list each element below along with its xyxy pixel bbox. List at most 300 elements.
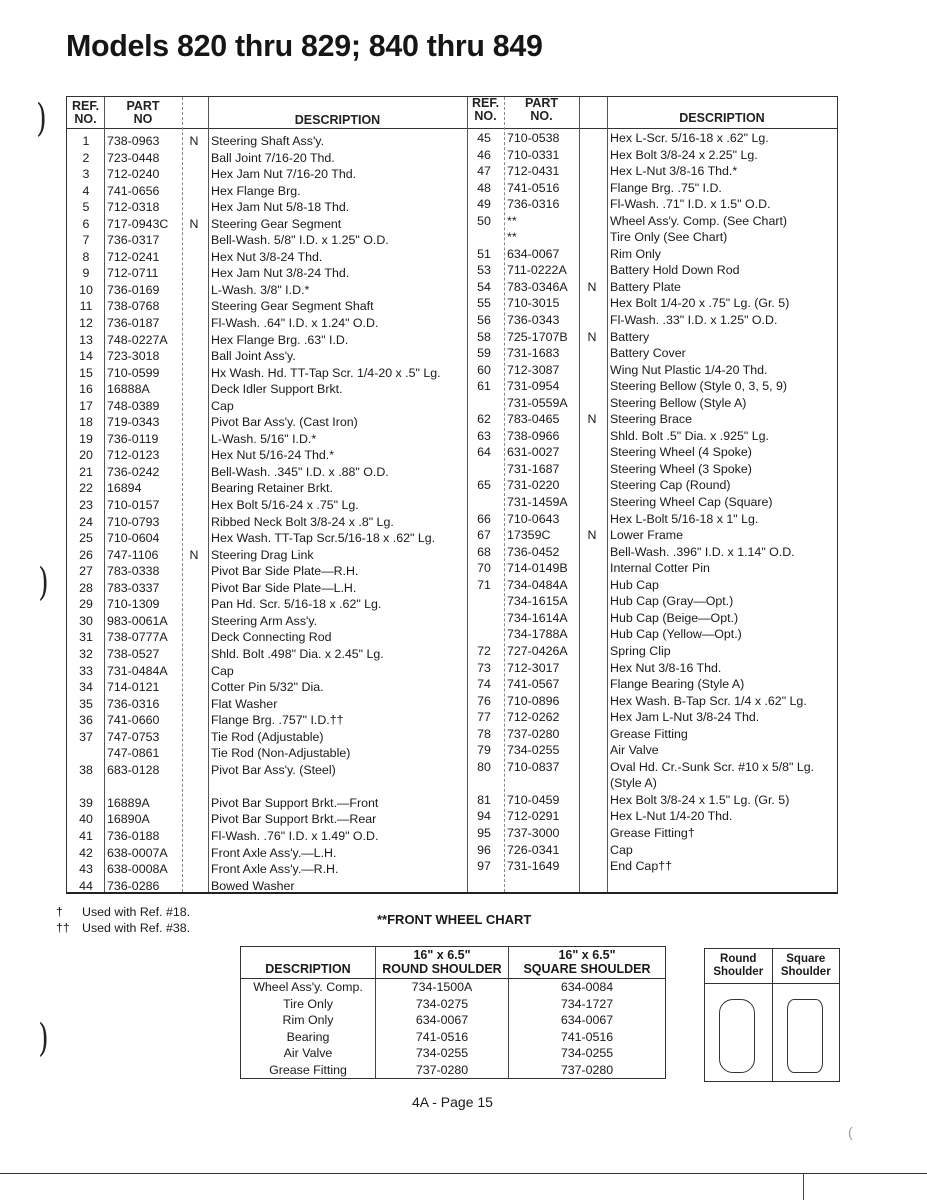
parts-row [67, 729, 467, 746]
part-number: 731-0220 [507, 478, 560, 493]
wheel-part-number: 734-0255 [376, 1045, 509, 1062]
part-number: 736-0119 [107, 431, 159, 446]
ref-number: 46 [477, 147, 491, 162]
parts-row [467, 693, 837, 710]
part-number: 731-1459A [507, 495, 568, 510]
ref-number: 56 [477, 313, 491, 328]
wheel-chart-header: DESCRIPTION [241, 947, 376, 979]
footnote: †† Used with Ref. #38. [56, 921, 191, 935]
part-description: Ball Joint Ass'y. [211, 349, 296, 364]
ref-number: 29 [79, 597, 93, 612]
parts-row [67, 580, 467, 597]
ref-number: 78 [477, 726, 491, 741]
page-number: 4A - Page 15 [412, 1094, 493, 1110]
ref-number: 67 [477, 528, 491, 543]
part-description: Hub Cap (Yellow—Opt.) [610, 627, 742, 642]
wheel-part-number: 734-1500A [376, 979, 509, 996]
round-shoulder-tire-icon [719, 999, 755, 1073]
ref-number: 31 [79, 630, 93, 645]
part-number: 736-0316 [507, 197, 560, 212]
part-number: 712-0711 [107, 266, 159, 281]
ref-number: 21 [79, 464, 93, 479]
part-description: Steering Gear Segment [211, 216, 342, 231]
part-description: Bowed Washer [211, 878, 295, 893]
parts-row [67, 332, 467, 349]
parts-row [467, 395, 837, 412]
parts-row [467, 477, 837, 494]
ref-number: 47 [477, 164, 491, 179]
parts-row [67, 447, 467, 464]
ref-number: 38 [79, 762, 93, 777]
part-description: L-Wash. 5/16" I.D.* [211, 431, 317, 446]
ref-number: 68 [477, 544, 491, 559]
ref-number: 63 [477, 428, 491, 443]
part-description: Hex Wash. TT-Tap Scr.5/16-18 x .62" Lg. [211, 531, 436, 546]
ref-number: 24 [79, 514, 93, 529]
new-part-marker: N [189, 547, 199, 562]
part-description: L-Wash. 3/8" I.D.* [211, 282, 310, 297]
parts-row [467, 808, 837, 825]
part-description: Pivot Bar Support Brkt.—Rear [211, 812, 377, 827]
part-number: 710-0331 [507, 147, 560, 162]
wheel-part-number: 737-0280 [509, 1062, 666, 1079]
parts-row [67, 679, 467, 696]
scan-speck: ( [848, 1124, 853, 1140]
parts-row [467, 643, 837, 660]
wheel-part-number: 741-0516 [376, 1029, 509, 1046]
ref-number: 50 [477, 213, 491, 228]
part-number: 710-0896 [507, 693, 560, 708]
part-description: Steering Gear Segment Shaft [211, 299, 374, 314]
parts-row [467, 511, 837, 528]
part-description: Steering Wheel (4 Spoke) [610, 445, 752, 460]
parts-row [67, 365, 467, 382]
part-description: Hex Jam L-Nut 3/8-24 Thd. [610, 710, 760, 725]
right-part-header: PART NO. [524, 96, 559, 123]
part-number: 710-0604 [107, 531, 160, 546]
parts-row [67, 778, 467, 795]
part-number: 726-0341 [507, 842, 560, 857]
part-number: 738-0777A [107, 630, 168, 645]
part-number: 712-3087 [507, 362, 560, 377]
ref-number: 36 [79, 713, 93, 728]
part-description: Hex Bolt 1/4-20 x .75" Lg. (Gr. 5) [610, 296, 790, 311]
parts-row [467, 593, 837, 610]
right-parts-list [467, 130, 837, 875]
parts-row [67, 861, 467, 878]
parts-row [67, 464, 467, 481]
part-number: 712-0262 [507, 710, 560, 725]
binder-hole-mark: ) [36, 96, 47, 140]
part-number: 710-0157 [107, 498, 160, 513]
part-number: 741-0656 [107, 183, 160, 198]
page-title: Models 820 thru 829; 840 thru 849 [66, 28, 543, 63]
ref-number: 55 [477, 296, 491, 311]
parts-row [67, 282, 467, 299]
parts-row [467, 742, 837, 759]
parts-row [467, 444, 837, 461]
part-number: 748-0389 [107, 398, 160, 413]
ref-number: 6 [82, 216, 90, 231]
parts-row [467, 577, 837, 594]
part-number: 736-0242 [107, 464, 160, 479]
part-number: 734-0484A [507, 577, 568, 592]
ref-number: 33 [79, 663, 93, 678]
parts-row [67, 712, 467, 729]
part-number: 631-0027 [507, 445, 560, 460]
ref-number: 66 [477, 511, 491, 526]
front-wheel-chart [240, 946, 666, 1079]
ref-number: 73 [477, 660, 491, 675]
ref-number: 59 [477, 346, 491, 361]
part-number: ** [507, 230, 517, 245]
part-description: Steering Wheel (3 Spoke) [610, 461, 752, 476]
part-number: 736-0317 [107, 233, 160, 248]
part-number: 638-0007A [107, 845, 168, 860]
wheel-part-description: Tire Only [283, 996, 333, 1011]
square-shoulder-panel [772, 949, 840, 1081]
footnotes [56, 904, 190, 936]
new-part-marker: N [587, 279, 597, 294]
parts-row [67, 696, 467, 713]
ref-number: 96 [477, 842, 491, 857]
page-bottom-rule [0, 1173, 927, 1174]
part-description: Hex Jam Nut 3/8-24 Thd. [211, 266, 350, 281]
parts-row [67, 762, 467, 779]
parts-row [467, 196, 837, 213]
part-number: 712-0240 [107, 167, 160, 182]
part-number: 712-3017 [507, 660, 560, 675]
part-description: Steering Wheel Cap (Square) [610, 495, 773, 510]
part-number: 741-0660 [107, 713, 160, 728]
parts-row [467, 262, 837, 279]
wheel-part-number: 734-1727 [509, 996, 666, 1013]
ref-number: 44 [79, 878, 93, 893]
wheel-part-number: 734-0255 [509, 1045, 666, 1062]
parts-row [467, 428, 837, 445]
part-description: Flange Bearing (Style A) [610, 677, 745, 692]
part-number: 738-0768 [107, 299, 160, 314]
parts-row [67, 265, 467, 282]
parts-row [67, 613, 467, 630]
wheel-part-number: 741-0516 [509, 1029, 666, 1046]
parts-row [467, 676, 837, 693]
parts-row [67, 183, 467, 200]
ref-number: 37 [79, 729, 93, 744]
part-number: 711-0222A [507, 263, 567, 278]
part-number: 634-0067 [507, 246, 560, 261]
part-description: Ribbed Neck Bolt 3/8-24 x .8" Lg. [211, 514, 394, 529]
ref-number: 79 [477, 743, 491, 758]
part-description: Battery [610, 329, 650, 344]
ref-number: 74 [477, 677, 491, 692]
ref-number: 42 [79, 845, 93, 860]
parts-row [67, 398, 467, 415]
parts-row [67, 563, 467, 580]
parts-row [467, 775, 837, 792]
wheel-part-description: Rim Only [282, 1013, 334, 1027]
part-description: Pivot Bar Ass'y. (Cast Iron) [211, 415, 358, 430]
part-number: 736-0316 [107, 696, 160, 711]
ref-number: 5 [82, 200, 90, 215]
parts-row [67, 431, 467, 448]
wheel-part-description: Bearing [286, 1029, 330, 1044]
ref-number: 81 [477, 792, 491, 807]
parts-row [67, 232, 467, 249]
ref-number: 14 [79, 349, 93, 364]
part-number: 737-3000 [507, 825, 560, 840]
parts-row [67, 216, 467, 233]
part-description: Fl-Wash. .71" I.D. x 1.5" O.D. [610, 197, 771, 212]
parts-row [67, 828, 467, 845]
left-parts-list [67, 133, 467, 894]
parts-row [67, 596, 467, 613]
part-number: 748-0227A [107, 332, 168, 347]
part-number: 16889A [107, 795, 150, 810]
ref-number: 51 [477, 246, 491, 261]
page-bottom-tick [803, 1173, 804, 1200]
parts-row [467, 858, 837, 875]
parts-row [467, 362, 837, 379]
part-description: Cap [211, 398, 234, 413]
part-description: Hub Cap [610, 577, 659, 592]
part-description: Hex Jam Nut 7/16-20 Thd. [211, 167, 357, 182]
part-number: 16890A [107, 812, 150, 827]
ref-number: 8 [82, 249, 90, 264]
part-number: 734-0255 [507, 743, 560, 758]
part-description: Fl-Wash. .76" I.D. x 1.49" O.D. [211, 828, 379, 843]
parts-row [67, 663, 467, 680]
part-number: 736-0187 [107, 316, 160, 331]
parts-row [67, 795, 467, 812]
parts-row [467, 229, 837, 246]
part-description: Front Axle Ass'y.—L.H. [211, 845, 337, 860]
part-number: 710-0643 [507, 511, 560, 526]
parts-row [67, 480, 467, 497]
part-description: Pivot Bar Support Brkt.—Front [211, 795, 379, 810]
part-description: Tire Only (See Chart) [610, 230, 728, 245]
part-description: Lower Frame [610, 528, 683, 543]
part-number: 734-1788A [507, 627, 568, 642]
part-number: 736-0452 [507, 544, 560, 559]
part-number: 734-1615A [507, 594, 568, 609]
part-number: 736-0169 [107, 282, 160, 297]
ref-number: 94 [477, 809, 491, 824]
part-number: 736-0188 [107, 828, 160, 843]
new-part-marker: N [189, 216, 199, 231]
part-description: Pivot Bar Side Plate—R.H. [211, 564, 359, 579]
parts-row [467, 130, 837, 147]
left-ref-header: REF. NO. [71, 99, 100, 126]
parts-row [67, 381, 467, 398]
part-number: 16894 [107, 481, 142, 496]
parts-row [467, 295, 837, 312]
part-description: Hex Bolt 3/8-24 x 1.5" Lg. (Gr. 5) [610, 792, 790, 807]
ref-number: 27 [79, 564, 93, 579]
ref-number: 7 [82, 233, 90, 248]
part-description: Steering Drag Link [211, 547, 314, 562]
parts-row [467, 560, 837, 577]
part-description: Hex Bolt 3/8-24 x 2.25" Lg. [610, 147, 758, 162]
part-number: 16888A [107, 382, 150, 397]
part-description: Pivot Bar Ass'y. (Steel) [211, 762, 336, 777]
ref-number: 13 [79, 332, 93, 347]
part-description: Hex Wash. B-Tap Scr. 1/4 x .62" Lg. [610, 693, 807, 708]
part-number: 712-0123 [107, 448, 160, 463]
wheel-part-description: Wheel Ass'y. Comp. [253, 980, 363, 994]
ref-number: 71 [477, 577, 491, 592]
part-description: Steering Bellow (Style 0, 3, 5, 9) [610, 379, 787, 394]
parts-row [467, 825, 837, 842]
part-number: 747-0861 [107, 746, 160, 761]
part-description: Flat Washer [211, 696, 278, 711]
part-number: 710-0538 [507, 131, 560, 145]
part-number: 783-0337 [107, 580, 160, 595]
new-part-marker: N [587, 329, 597, 344]
part-number: 783-0338 [107, 564, 160, 579]
part-description: Steering Bellow (Style A) [610, 395, 747, 410]
parts-row [467, 709, 837, 726]
wheel-chart-title: **FRONT WHEEL CHART [377, 912, 532, 927]
ref-number: 43 [79, 862, 93, 877]
part-number: 638-0008A [107, 862, 168, 877]
part-description: Steering Shaft Ass'y. [211, 134, 325, 148]
square-shoulder-tire-icon [787, 999, 823, 1073]
parts-row [467, 726, 837, 743]
ref-number: 41 [79, 828, 93, 843]
new-part-marker: N [587, 412, 597, 427]
part-number: 736-0286 [107, 878, 160, 893]
part-number: 731-1683 [507, 346, 560, 361]
parts-row [67, 497, 467, 514]
part-number: 738-0966 [507, 428, 560, 443]
wheel-part-number: 634-0084 [509, 979, 666, 996]
parts-row [467, 163, 837, 180]
ref-number: 97 [477, 859, 491, 874]
ref-number: 76 [477, 693, 491, 708]
part-description: Hub Cap (Beige—Opt.) [610, 610, 739, 625]
part-number: 734-1614A [507, 610, 568, 625]
ref-number: 20 [79, 448, 93, 463]
part-number: 710-0793 [107, 514, 160, 529]
parts-row [467, 147, 837, 164]
part-description: Pan Hd. Scr. 5/16-18 x .62" Lg. [211, 597, 382, 612]
parts-row [67, 249, 467, 266]
ref-number: 45 [477, 131, 491, 145]
part-description: Hex L-Bolt 5/16-18 x 1" Lg. [610, 511, 759, 526]
ref-number: 15 [79, 365, 93, 380]
ref-number: 70 [477, 561, 491, 576]
wheel-part-number: 737-0280 [376, 1062, 509, 1079]
ref-number: 53 [477, 263, 491, 278]
part-number: 727-0426A [507, 643, 568, 658]
part-description: Hex L-Nut 3/8-16 Thd.* [610, 164, 738, 179]
part-description: Hex Flange Brg. [211, 183, 301, 198]
wheel-chart-row [241, 1062, 666, 1079]
part-description: Front Axle Ass'y.—R.H. [211, 862, 339, 877]
parts-row [67, 166, 467, 183]
ref-number: 28 [79, 580, 93, 595]
binder-hole-mark: ) [38, 560, 49, 604]
ref-number: 35 [79, 696, 93, 711]
parts-row [467, 246, 837, 263]
ref-number: 39 [79, 795, 93, 810]
part-description: Hex Jam Nut 5/8-18 Thd. [211, 200, 350, 215]
part-description: Tie Rod (Non-Adjustable) [211, 746, 351, 761]
right-desc-header: DESCRIPTION [679, 111, 765, 125]
part-description: Bell-Wash. .345" I.D. x .88" O.D. [211, 464, 389, 479]
part-description: Tie Rod (Adjustable) [211, 729, 324, 744]
part-description: Battery Plate [610, 279, 681, 294]
part-number: 714-0149B [507, 561, 568, 576]
part-description: Bearing Retainer Brkt. [211, 481, 333, 496]
part-description: Hx Wash. Hd. TT-Tap Scr. 1/4-20 x .5" Lg. [211, 365, 441, 380]
ref-number: 49 [477, 197, 491, 212]
part-number: 737-0280 [507, 726, 560, 741]
part-description: Internal Cotter Pin [610, 561, 710, 576]
ref-number: 61 [477, 379, 491, 394]
part-description: Cotter Pin 5/32" Dia. [211, 680, 324, 695]
part-number: 731-1649 [507, 859, 560, 874]
part-description: Cap [610, 842, 633, 857]
wheel-chart-row [241, 1012, 666, 1029]
part-number: 710-0459 [507, 792, 560, 807]
parts-row [467, 842, 837, 859]
round-shoulder-panel [705, 949, 772, 1081]
parts-row [467, 411, 837, 428]
part-number: 738-0527 [107, 646, 160, 661]
new-part-marker: N [587, 528, 597, 543]
parts-row [67, 530, 467, 547]
part-number: 783-0346A [507, 279, 568, 294]
part-number: 731-0954 [507, 379, 560, 394]
parts-row [467, 312, 837, 329]
parts-row [67, 878, 467, 895]
part-number: 747-0753 [107, 729, 160, 744]
wheel-chart-row [241, 1029, 666, 1046]
part-description: Hex Nut 5/16-24 Thd.* [211, 448, 335, 463]
ref-number: 1 [82, 134, 90, 148]
part-description: Hex Nut 3/8-24 Thd. [211, 249, 323, 264]
round-shoulder-label: Round Shoulder [705, 949, 772, 984]
parts-row [67, 315, 467, 332]
part-number: 723-3018 [107, 349, 160, 364]
part-description: Shld. Bolt .498" Dia. x 2.45" Lg. [211, 646, 384, 661]
part-number: 710-0599 [107, 365, 160, 380]
parts-row [67, 348, 467, 365]
parts-row [467, 213, 837, 230]
ref-number: 10 [79, 282, 93, 297]
part-description: Wheel Ass'y. Comp. (See Chart) [610, 213, 788, 228]
ref-number: 30 [79, 613, 93, 628]
parts-row [467, 792, 837, 809]
parts-row [467, 759, 837, 776]
part-description: Hex L-Nut 1/4-20 Thd. [610, 809, 733, 824]
wheel-chart-row [241, 996, 666, 1013]
part-number: 747-1106 [107, 547, 159, 562]
part-number: 983-0061A [107, 613, 168, 628]
parts-row [67, 745, 467, 762]
ref-number: 25 [79, 531, 93, 546]
parts-row [67, 646, 467, 663]
part-description: Steering Brace [610, 412, 692, 427]
parts-row [67, 199, 467, 216]
part-description: Bell-Wash. 5/8" I.D. x 1.25" O.D. [211, 233, 389, 248]
ref-number: 58 [477, 329, 491, 344]
parts-row [67, 845, 467, 862]
part-description: (Style A) [610, 776, 657, 791]
part-number: 731-1687 [507, 461, 560, 476]
